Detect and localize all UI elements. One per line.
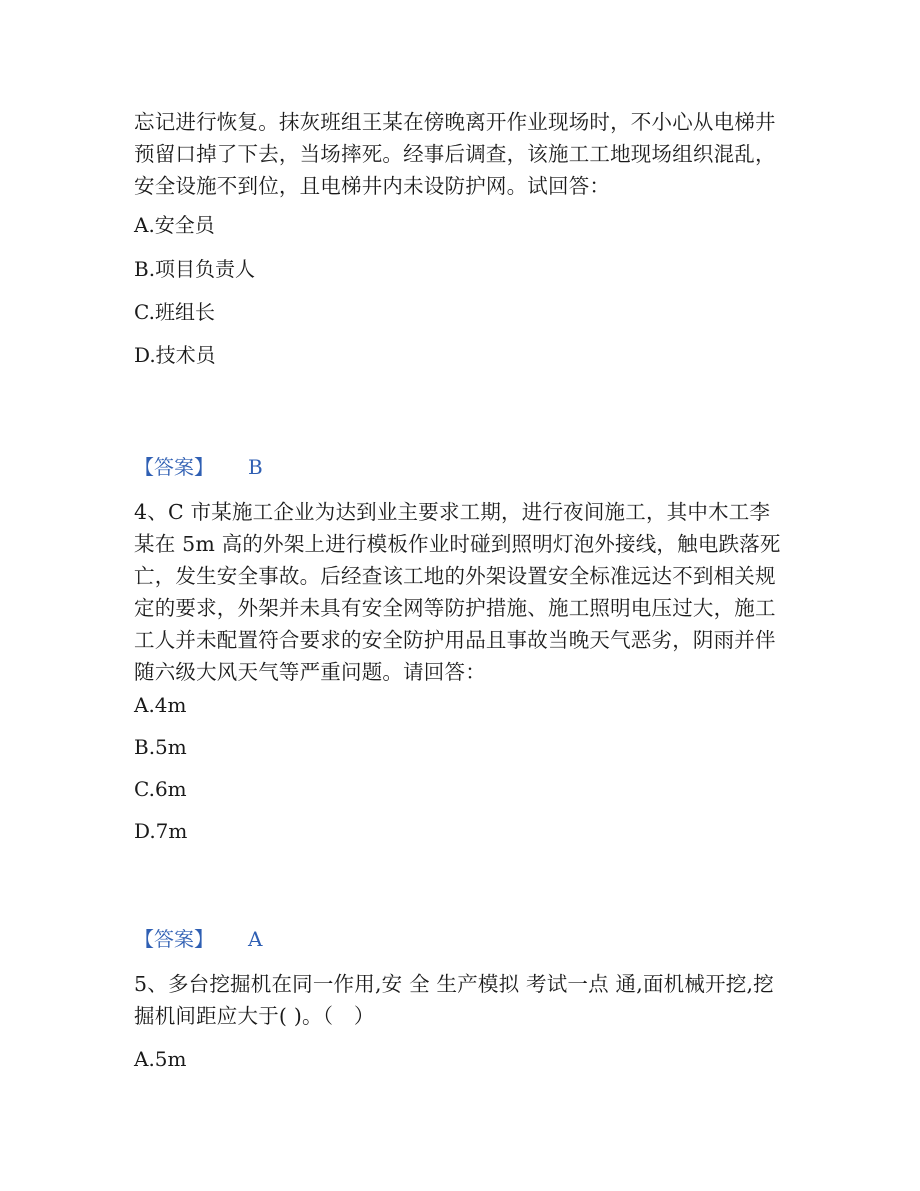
- q3-answer: [134, 454, 263, 480]
- q3-option-b: B.项目负责人: [134, 257, 256, 281]
- q3-option-a: A.安全员: [134, 213, 215, 237]
- q3-option-c: C.班组长: [134, 300, 215, 324]
- q4-option-d: D.7m: [134, 819, 188, 843]
- q3-answer-value: B: [248, 455, 263, 479]
- q3-stem-continued: 忘记进行恢复。抹灰班组王某在傍晚离开作业现场时，不小心从电梯井预留口掉了下去，当场摔死。经事后调查，该施工工地现场组织混乱，安全设施不到位，且电梯井内未设防护网。试回答：: [134, 110, 776, 198]
- q3-option-d: D.技术员: [134, 343, 216, 367]
- q4-option-c: C.6m: [134, 777, 187, 801]
- q4-stem: 4、C 市某施工企业为达到业主要求工期，进行夜间施工，其中木工李某在 5m 高的外架上进行模板作业时碰到照明灯泡外接线，触电跌落死亡，发生安全事故。后经查该工地的外架设置安全标准远达不到相关规定的要求，外架并未具有安全网等防护措施、施工照明电压过大，施工工人并未配置符合要求的安全防护用品且事故当晚天气恶劣，阴雨并伴随六级大风天气等严重问题。请回答：: [134, 500, 781, 684]
- q4-answer-tag: 【答案】: [134, 927, 214, 951]
- q5-option-a: A.5m: [134, 1047, 187, 1071]
- q4-option-b: B.5m: [134, 735, 187, 759]
- q4-answer: [134, 926, 262, 952]
- q4-answer-value: A: [248, 927, 263, 951]
- q3-answer-tag: 【答案】: [134, 455, 214, 479]
- q5-stem: 5、多台挖掘机在同一作用,安 全 生产模拟 考试一点 通,面机械开挖,挖掘机间距应大于( )。（ ）: [134, 972, 774, 1028]
- q4-option-a: A.4m: [134, 693, 187, 717]
